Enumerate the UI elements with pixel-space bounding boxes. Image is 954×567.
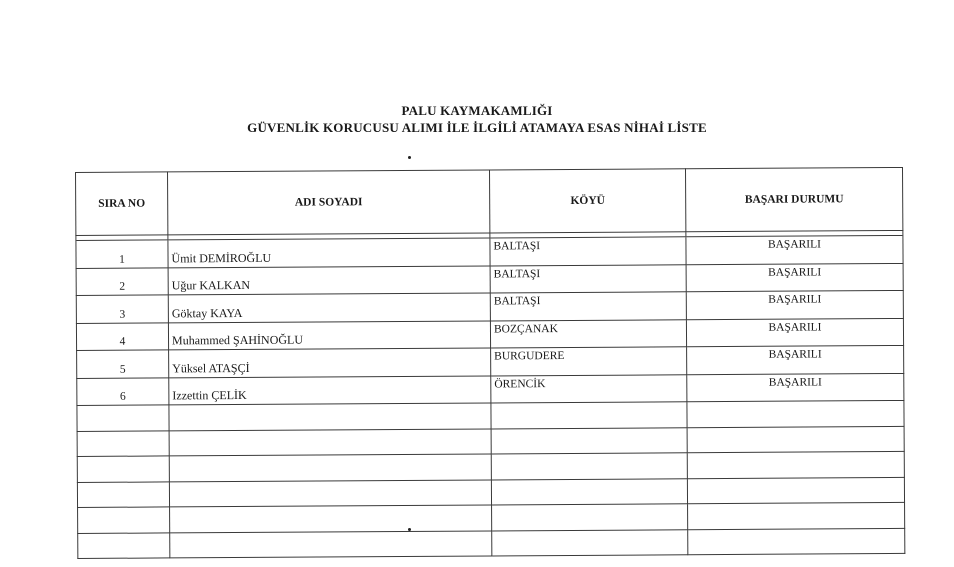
column-header-no: SIRA NO: [76, 172, 168, 236]
cell-empty: [170, 505, 492, 532]
cell-no: 2: [76, 267, 168, 295]
cell-empty: [492, 529, 688, 556]
cell-no: 3: [76, 295, 168, 323]
cell-village: BALTAŞI: [490, 292, 686, 321]
cell-name: Muhammed ŞAHİNOĞLU: [168, 320, 490, 349]
cell-empty: [78, 507, 170, 533]
cell-empty: [491, 453, 687, 480]
cell-empty: [687, 400, 904, 427]
cell-empty: [687, 451, 904, 478]
column-header-name: ADI SOYADI: [168, 170, 490, 235]
cell-village: BOZÇANAK: [490, 319, 686, 348]
dot-mark: [408, 156, 411, 159]
cell-empty: [169, 403, 491, 430]
cell-name: Uğur KALKAN: [168, 265, 490, 294]
cell-name: Ümit DEMİROĞLU: [168, 238, 490, 267]
cell-empty: [688, 502, 905, 529]
cell-empty: [491, 478, 687, 505]
cell-empty: [169, 428, 491, 455]
results-table-wrapper: [75, 167, 904, 542]
cell-name: Yüksel ATAŞÇİ: [169, 348, 491, 377]
table-header-row: [76, 167, 903, 235]
cell-empty: [169, 479, 491, 506]
results-table: [75, 167, 905, 559]
cell-name: Izzettin ÇELİK: [169, 375, 491, 404]
cell-empty: [687, 426, 904, 453]
cell-result: BAŞARILI: [686, 318, 903, 347]
cell-no: 5: [77, 350, 169, 378]
cell-no: 4: [76, 322, 168, 350]
cell-empty: [169, 454, 491, 481]
dot-mark: [408, 528, 411, 531]
cell-empty: [77, 456, 169, 482]
table-body: [76, 230, 905, 558]
document-subtitle: GÜVENLİK KORUCUSU ALIMI İLE İLGİLİ ATAMAYA ESAS NİHAİ LİSTE: [247, 120, 707, 135]
document-header: [0, 102, 954, 136]
column-header-result: BAŞARI DURUMU: [685, 167, 902, 231]
cell-result: BAŞARILI: [687, 373, 904, 402]
cell-name: Göktay KAYA: [168, 293, 490, 322]
cell-empty: [77, 430, 169, 456]
cell-result: BAŞARILI: [687, 345, 904, 374]
cell-empty: [687, 477, 904, 504]
cell-result: BAŞARILI: [686, 290, 903, 319]
cell-no: 6: [77, 377, 169, 405]
cell-empty: [78, 532, 170, 558]
cell-empty: [491, 427, 687, 454]
document-title: PALU KAYMAKAMLIĞI: [401, 103, 553, 118]
cell-empty: [688, 528, 905, 555]
cell-empty: [77, 481, 169, 507]
cell-village: BURGUDERE: [491, 347, 687, 376]
table-row-empty: [78, 528, 905, 559]
cell-result: BAŞARILI: [686, 263, 903, 292]
cell-empty: [491, 402, 687, 429]
cell-village: ÖRENCİK: [491, 374, 687, 403]
cell-empty: [170, 530, 492, 557]
cell-result: BAŞARILI: [686, 235, 903, 264]
cell-village: BALTAŞI: [490, 237, 686, 266]
cell-village: BALTAŞI: [490, 264, 686, 293]
column-header-village: KÖYÜ: [489, 169, 685, 233]
cell-empty: [77, 405, 169, 431]
cell-empty: [492, 504, 688, 531]
cell-no: 1: [76, 240, 168, 268]
